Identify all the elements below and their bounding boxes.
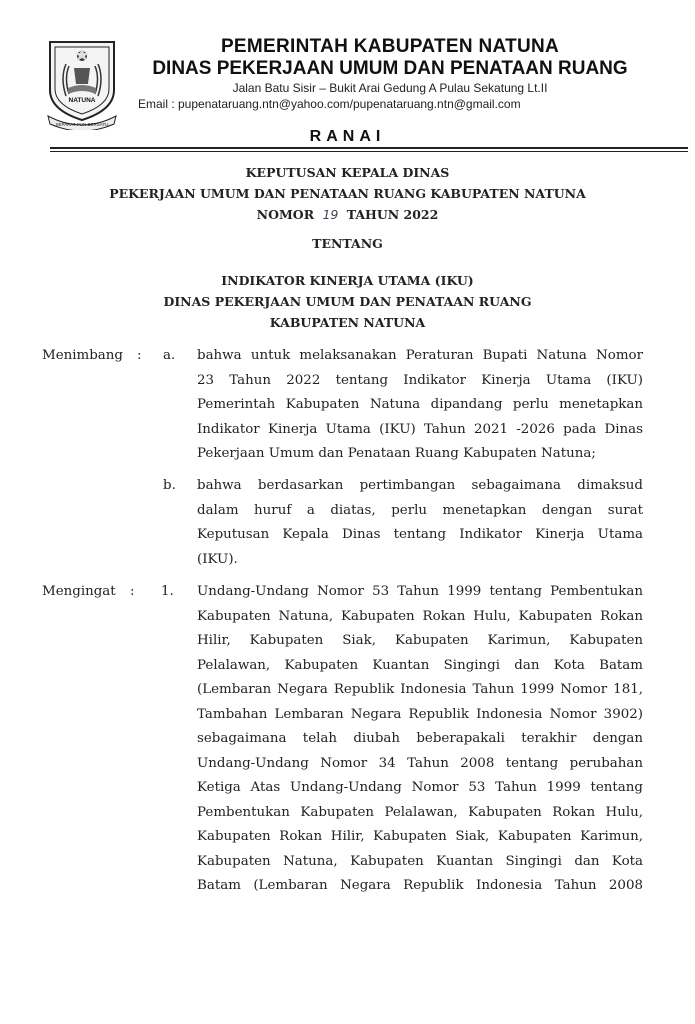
decision-title-line-1: KEPUTUSAN KEPALA DINAS — [245, 165, 450, 180]
text-line: Undang-Undang Nomor 34 Tahun 2008 tentang perubahan — [197, 755, 643, 771]
mengingat-section — [0, 580, 695, 910]
natuna-coat-of-arms-logo — [44, 38, 120, 130]
number-prefix: NOMOR — [256, 207, 315, 222]
text-line: Pemerintah Kabupaten Natuna dipandang perlu menetapkan — [197, 397, 643, 412]
text-line: Tambahan Lembaran Negara Republik Indonesia Nomor 3902) — [197, 706, 643, 722]
svg-text:SEPAKAT PUN BERSATU: SEPAKAT PUN BERSATU — [55, 122, 109, 127]
office-address: Jalan Batu Sisir – Bukit Arai Gedung A Pulau Sekatung Lt.II — [232, 81, 548, 95]
tentang-heading: TENTANG — [312, 236, 383, 251]
text-line: Kabupaten Rokan Hilir, Kabupaten Siak, Kabupaten Karimun, — [197, 829, 643, 844]
mengingat-label: Mengingat — [42, 584, 116, 599]
year-text: TAHUN 2022 — [346, 207, 439, 222]
text-line: Batam (Lembaran Negara Republik Indonesia Tahun 2008 — [197, 878, 643, 893]
menimbang-item-b — [197, 474, 643, 572]
letterhead-divider-thick — [50, 147, 688, 149]
subject-line-2: DINAS PEKERJAAN UMUM DAN PENATAAN RUANG — [163, 294, 532, 309]
text-line: Pembentukan Kabupaten Pelalawan, Kabupaten Rokan Hulu, — [197, 804, 643, 820]
place-name: RANAI — [309, 128, 386, 145]
menimbang-item-marker-b: b. — [163, 478, 176, 493]
mengingat-colon: : — [130, 584, 135, 599]
government-name: PEMERINTAH KABUPATEN NATUNA — [220, 36, 560, 57]
letterhead-divider-thin — [50, 151, 688, 152]
mengingat-item-marker-1: 1. — [161, 584, 174, 599]
decision-title — [0, 162, 695, 225]
text-line: dalam huruf a diatas, perlu menetapkan dengan surat — [197, 502, 643, 518]
text-line: sebagaimana telah diubah beberapakali terakhir dengan — [197, 731, 643, 746]
department-name: DINAS PEKERJAAN UMUM DAN PENATAAN RUANG — [152, 58, 628, 79]
handwritten-number: 19 — [322, 207, 339, 222]
letterhead-text — [130, 36, 650, 112]
text-line: 23 Tahun 2022 tentang Indikator Kinerja Utama (IKU) — [197, 372, 643, 388]
menimbang-label: Menimbang — [42, 348, 123, 363]
subject-line-1: INDIKATOR KINERJA UTAMA (IKU) — [221, 273, 474, 288]
text-line: (Lembaran Negara Republik Indonesia Tahun 1999 Nomor 181, — [197, 682, 643, 697]
menimbang-item-marker-a: a. — [163, 348, 176, 363]
menimbang-section — [0, 344, 695, 574]
decision-title-line-2: PEKERJAAN UMUM DAN PENATAAN RUANG KABUPATEN NATUNA — [109, 186, 586, 201]
text-line: bahwa berdasarkan pertimbangan sebagaimana dimaksud — [197, 478, 643, 493]
text-line: bahwa untuk melaksanakan Peraturan Bupati Natuna Nomor — [197, 348, 643, 363]
menimbang-item-a — [197, 344, 643, 467]
menimbang-colon: : — [137, 348, 142, 363]
text-line: Pelalawan, Kabupaten Kuantan Singingi dan Kota Batam — [197, 657, 643, 673]
text-line: Kabupaten Natuna, Kabupaten Rokan Hulu, Kabupaten Rokan — [197, 608, 643, 624]
decision-number-line — [0, 204, 695, 225]
text-line: Ketiga Atas Undang-Undang Nomor 53 Tahun 1999 tentang — [197, 780, 643, 795]
svg-text:NATUNA: NATUNA — [68, 97, 96, 104]
text-line: Keputusan Kepala Dinas tentang Indikator Kinerja Utama — [197, 527, 643, 542]
text-line: Hilir, Kabupaten Siak, Kabupaten Karimun, Kabupaten — [197, 633, 643, 648]
text-line: Pekerjaan Umum dan Penataan Ruang Kabupaten Natuna; — [197, 446, 596, 461]
text-line: Indikator Kinerja Utama (IKU) Tahun 2021 -2026 pada Dinas — [197, 421, 643, 437]
text-line: Kabupaten Natuna, Kabupaten Kuantan Singingi dan Kota — [197, 853, 643, 869]
mengingat-item-1 — [197, 580, 643, 899]
office-email: Email : pupenataruang.ntn@yahoo.com/pupenataruang.ntn@gmail.com — [138, 97, 521, 111]
text-line: Undang-Undang Nomor 53 Tahun 1999 tentang Pembentukan — [197, 584, 643, 599]
text-line: (IKU). — [197, 551, 238, 567]
decision-subject — [0, 270, 695, 333]
subject-line-3: KABUPATEN NATUNA — [269, 315, 426, 330]
